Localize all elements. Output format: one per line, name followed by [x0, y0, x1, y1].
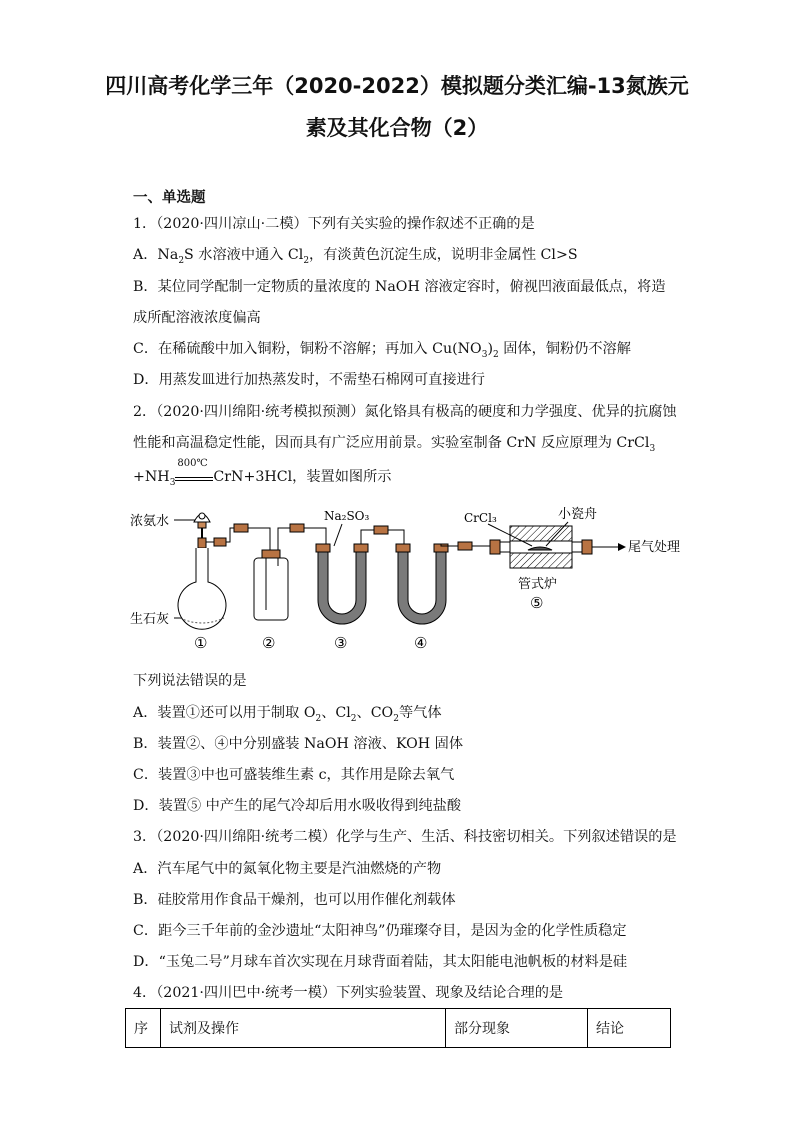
q1-option-d: D．用蒸发皿进行加热蒸发时，不需垫石棉网可直接进行 — [133, 372, 485, 388]
q1-option-c: C．在稀硫酸中加入铜粉，铜粉不溶解；再加入 $Cu(NO_3)_2$ 固体，铜粉仍不溶解 — [133, 341, 631, 360]
q2-option-c: C．装置③中也可盛装维生素 c，其作用是除去氧气 — [133, 767, 455, 783]
label-n4: ④ — [414, 634, 428, 652]
q1-option-b-line1: B．某位同学配制一定物质的量浓度的 NaOH 溶液定容时，俯视凹液面最低点，将造 — [133, 279, 666, 295]
label-na2so3: Na₂SO₃ — [324, 509, 370, 523]
flask-1 — [178, 538, 226, 629]
q3-option-c: C．距今三千年前的金沙遗址“太阳神鸟”仍璀璨夺目，是因为金的化学性质稳定 — [133, 923, 627, 939]
label-n1: ① — [194, 634, 208, 652]
label-n5: ⑤ — [530, 594, 544, 612]
apparatus-diagram — [128, 500, 688, 660]
q3-stem: 3．（2020·四川绵阳·统考二模）化学与生产、生活、科技密切相关。下列叙述错误的是 — [133, 829, 677, 845]
label-boat: 小瓷舟 — [558, 507, 598, 522]
label-n3: ③ — [334, 634, 348, 652]
q2-ask: 下列说法错误的是 — [133, 673, 247, 689]
label-lime: 生石灰 — [130, 612, 170, 627]
reaction-condition: 800℃ — [175, 470, 213, 481]
label-furnace: 管式炉 — [518, 577, 558, 592]
q2-stem-line2: 性能和高温稳定性能，因而具有广泛应用前景。实验室制备 CrN 反应原理为 CrCl$_3$ — [133, 435, 656, 454]
q2-option-b: B．装置②、④中分别盛装 NaOH 溶液、KOH 固体 — [133, 736, 464, 752]
doc-title-line2: 素及其化合物（2） — [305, 116, 489, 140]
doc-title-line1: 四川高考化学三年（2020-2022）模拟题分类汇编-13氮族元 — [105, 74, 689, 98]
q2-equation: $+NH_3$ 800℃ CrN+3HCl，装置如图所示 — [133, 458, 392, 488]
q2-stem-line1: 2．（2020·四川绵阳·统考模拟预测）氮化铬具有极高的硬度和力学强度、优异的抗腐蚀 — [133, 404, 677, 420]
q4-table — [125, 1008, 671, 1048]
label-tail-gas: 尾气处理 — [628, 540, 681, 555]
u-tube-3 — [316, 544, 368, 624]
section-heading: 一、单选题 — [133, 190, 206, 206]
label-n2: ② — [262, 634, 276, 652]
table-header-cell: 结论 — [588, 1009, 671, 1048]
q4-stem: 4．（2021·四川巴中·统考一模）下列实验装置、现象及结论合理的是 — [133, 985, 564, 1001]
q3-option-d: D．“玉兔二号”月球车首次实现在月球背面着陆，其太阳能电池帆板的材料是硅 — [133, 954, 628, 970]
q2-option-d: D．装置⑤ 中产生的尾气冷却后用水吸收得到纯盐酸 — [133, 798, 462, 814]
u-tube-4 — [396, 544, 448, 624]
q3-option-b: B．硅胶常用作食品干燥剂，也可以用作催化剂载体 — [133, 892, 456, 908]
table-header-cell: 试剂及操作 — [161, 1009, 446, 1048]
table-header-cell: 序 — [126, 1009, 161, 1048]
q1-option-b-line2: 成所配溶液浓度偏高 — [133, 310, 261, 326]
table-header-row — [126, 1009, 671, 1048]
q1-stem: 1．（2020·四川凉山·二模）下列有关实验的操作叙述不正确的是 — [133, 216, 535, 232]
q3-option-a: A．汽车尾气中的氮氧化物主要是汽油燃烧的产物 — [133, 861, 442, 877]
label-crcl3: CrCl₃ — [464, 511, 497, 525]
label-ammonia: 浓氨水 — [130, 514, 170, 529]
q1-option-a: A．$Na_2S$ 水溶液中通入 $Cl_2$，有淡黄色沉淀生成，说明非金属性 Cl>S — [133, 247, 578, 266]
table-header-cell: 部分现象 — [446, 1009, 588, 1048]
q2-option-a: A．装置①还可以用于制取 $O_2$、$Cl_2$、$CO_2$等气体 — [133, 705, 442, 724]
wash-bottle-2 — [254, 550, 288, 620]
